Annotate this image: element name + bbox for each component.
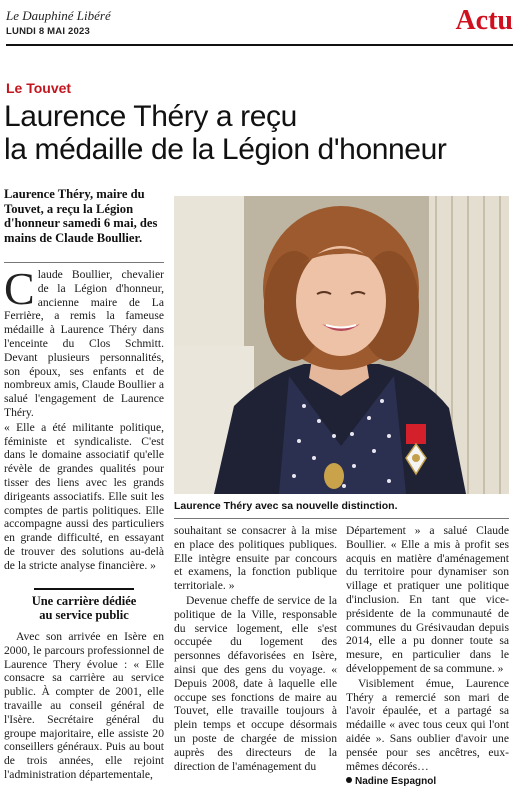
paragraph-7: Visiblement émue, Laurence Théry a remercié son mari de l'avoir épaulée, et a partagé sa médaille « avec tous ceux qui l'ont aidée ». Sans oublier d'avoir une pensée pour ses ancêtres, eux-mêmes décorés… (346, 676, 509, 773)
photo-caption: Laurence Théry avec sa nouvelle distinction. (174, 500, 398, 512)
article-column-2 (174, 524, 337, 774)
paragraph-6: Département » a salué Claude Boullier. « Elle a mis à profit ses acquis en matière d'aménagement du territoire pour dynamiser son village et pratiquer une politique d'inclusion. En tant que vice-présidente de la communauté de communes du Grésivaudan depuis 2014, elle a pu donner toute sa mesure, en particulier dans le développement de sa commune. » (346, 524, 509, 675)
article-headline (4, 100, 514, 166)
headline-line-2: la médaille de la Légion d'honneur (4, 133, 447, 166)
paragraph-3: Avec son arrivée en Isère en 2000, le parcours professionnel de Laurence Thery évolue : « Elle consacre sa carrière au service public. À compter de 2001, elle travaille au conseil général de l'Isère. Secrétaire général du groupe majoritaire, elle assiste 20 conseillers généraux. Puis au bout de trois années, elle rejoint l'administration départementale, (4, 630, 164, 781)
paragraph-5: Devenue cheffe de service de la politique de la Ville, responsable du service logement, elle s'est occupée du logement des personnes défavorisées en Isère, ainsi que des gens du voyage. « Depuis 2008, date à laquelle elle occupe ses fonctions de maire au Touvet, elle travaille toujours à plein temps et occupe désormais un poste de chargée de mission auprès des directeurs de la direction de l'aménagement du (174, 593, 337, 773)
paragraph-2: « Elle a été militante politique, féministe et syndicaliste. C'est dans le domaine associatif qu'elle révèle de grandes qualités pour tisser des liens avec les grands dirigeants associatifs. Elle suit les comptes de partis politiques. Elle accompagne aussi des particuliers en grande difficulté, en essayant de trouver des solutions au-delà de la stricte analyse financière. » (4, 420, 164, 572)
author-signature (346, 775, 509, 789)
paragraph-1-text: laude Boullier, chevalier de la Légion d'honneur, ancienne maire de La Ferrière, a remis la fameuse médaille à Laurence Théry dans l'enceinte du Clos Schmitt. Devant plusieurs personnalités, son époux, ses enfants et de nombreux amis, Claude Boullier a salué l'engagement de Laurence Théry. (4, 268, 164, 419)
drop-cap: C (4, 263, 35, 314)
paragraph-1 (4, 263, 164, 420)
intertitle-line-2: au service public (39, 608, 129, 622)
section-label: Actu (455, 5, 513, 36)
intertitle-line-1: Une carrière dédiée (31, 594, 137, 608)
bullet-icon (346, 777, 352, 783)
article-column-3 (346, 524, 509, 789)
article-kicker: Le Touvet (6, 80, 72, 96)
author-name: Nadine Espagnol (355, 776, 437, 788)
portrait-illustration (174, 196, 509, 494)
intertitle-text (4, 594, 164, 622)
article-lead: Laurence Théry, maire du Touvet, a reçu la Légion d'honneur samedi 6 mai, des mains de Claude Boullier. (4, 187, 158, 245)
masthead (6, 6, 513, 42)
intertitle-rule (34, 588, 134, 590)
article-column-1-continued (4, 630, 164, 783)
paragraph-4: souhaitant se consacrer à la mise en place des politiques publiques. Elle intègre ensuite par concours et examens, la fonction publique territoriale. » (174, 524, 337, 593)
newspaper-name: Le Dauphiné Libéré (6, 8, 111, 23)
issue-date: LUNDI 8 MAI 2023 (6, 26, 90, 37)
intertitle (4, 588, 164, 622)
headline-line-1: Laurence Théry a reçu (4, 100, 297, 133)
masthead-divider (6, 44, 513, 46)
article-column-1 (4, 263, 164, 574)
caption-divider (174, 518, 509, 519)
article-photo (174, 196, 509, 494)
